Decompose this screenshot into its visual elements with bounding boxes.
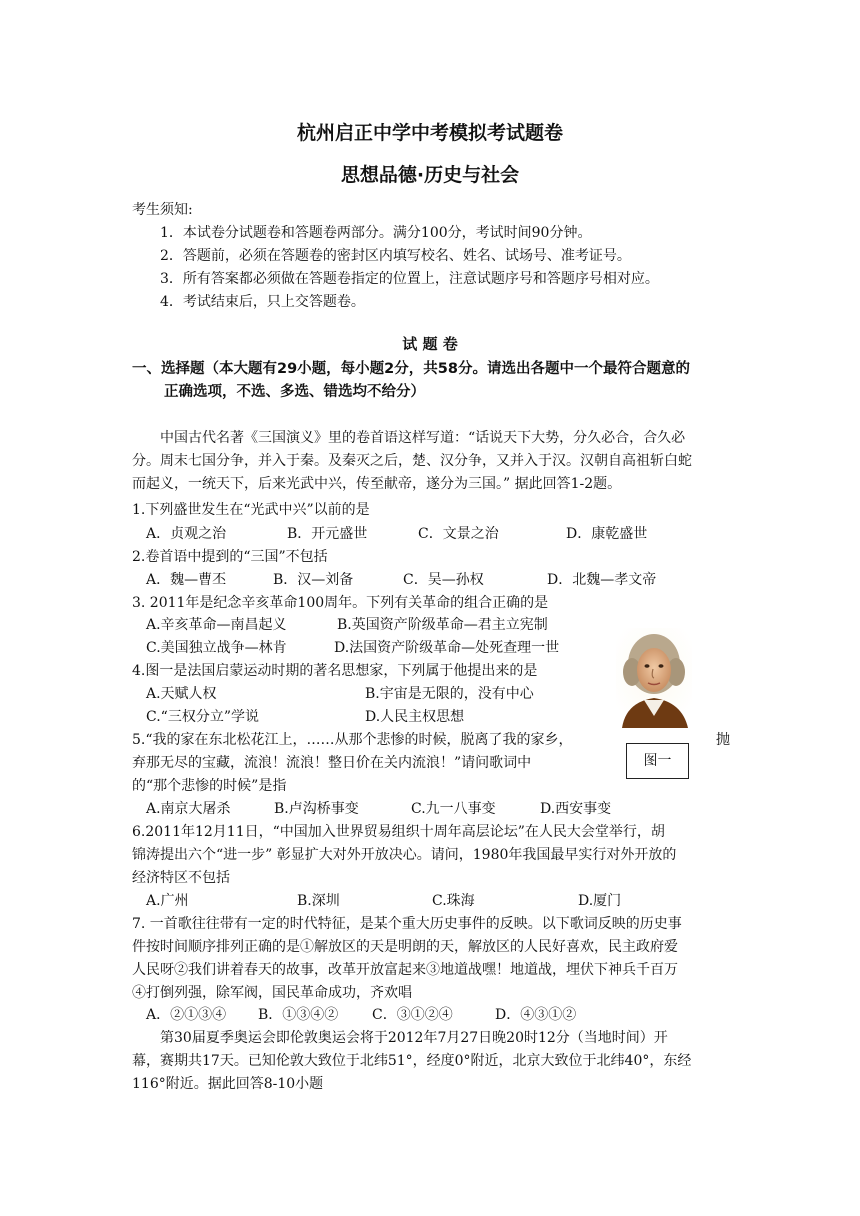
question-stem: 人民呀②我们讲着春天的故事，改革开放富起来③地道战嘿！地道战，埋伏下神兵千百万 xyxy=(132,962,678,978)
question-stem: 弃那无尽的宝藏，流浪！流浪！整日价在关内流浪！”请问歌词中 xyxy=(132,755,532,771)
option: D．北魏—孝文帝 xyxy=(547,572,657,588)
question-stem: 3. 2011年是纪念辛亥革命100周年。下列有关革命的组合正确的是 xyxy=(132,595,549,611)
section-heading: 一、选择题（本大题有29小题，每小题2分，共58分。请选出各题中一个最符合题意的 xyxy=(132,361,690,377)
option: B．①③④② xyxy=(258,1007,339,1023)
option: C．文景之治 xyxy=(418,526,499,542)
option: A．②①③④ xyxy=(146,1007,227,1023)
question-stem: 4.图一是法国启蒙运动时期的著名思想家，下列属于他提出来的是 xyxy=(132,663,538,679)
option: B．汉—刘备 xyxy=(273,572,354,588)
option: C．③①②④ xyxy=(372,1007,453,1023)
question-stem: 的“那个悲惨的时候”是指 xyxy=(132,778,287,794)
option: A．魏—曹丕 xyxy=(146,572,227,588)
question-stem-end: 抛 xyxy=(716,732,730,748)
option: C.九一八事变 xyxy=(411,801,496,817)
page-title: 杭州启正中学中考模拟考试题卷 xyxy=(296,122,563,144)
option: B．开元盛世 xyxy=(287,526,368,542)
question-stem: 锦涛提出六个“进一步” 彰显扩大对外开放决心。请问，1980年我国最早实行对外开放的 xyxy=(132,847,677,863)
passage-line: 中国古代名著《三国演义》里的卷首语这样写道：“话说天下大势，分久必合，合久必 xyxy=(160,430,686,446)
option: D.西安事变 xyxy=(540,801,612,817)
passage-line: 116°附近。据此回答8-10小题 xyxy=(132,1076,324,1092)
question-stem: 件按时间顺序排列正确的是①解放区的天是明朗的天，解放区的人民好喜欢，民主政府爱 xyxy=(132,939,678,955)
option: D.厦门 xyxy=(578,893,622,909)
option: B.深圳 xyxy=(297,893,340,909)
passage-line: 幕，赛期共17天。已知伦敦大致位于北纬51°，经度0°附近，北京大致位于北纬40°，东经 xyxy=(132,1053,692,1069)
passage-line: 第30届夏季奥运会即伦敦奥运会将于2012年7月27日晚20时12分（当地时间）开 xyxy=(160,1030,668,1046)
option: C．吴—孙权 xyxy=(403,572,484,588)
option: D.人民主权思想 xyxy=(365,709,465,725)
notice-item: 4．考试结束后，只上交答题卷。 xyxy=(160,294,365,310)
option: B.卢沟桥事变 xyxy=(274,801,359,817)
option: A.广州 xyxy=(146,893,189,909)
passage-line: 而起义，一统天下，后来光武中兴，传至献帝，遂分为三国。” 据此回答1-2题。 xyxy=(132,476,622,492)
option: C.美国独立战争—林肯 xyxy=(146,640,287,656)
notice-item: 1．本试卷分试题卷和答题卷两部分。满分100分，考试时间90分钟。 xyxy=(160,225,592,241)
question-stem: 6.2011年12月11日，“中国加入世界贸易组织十周年高层论坛”在人民大会堂举行，胡 xyxy=(132,824,665,840)
option: B.宇宙是无限的，没有中心 xyxy=(365,686,534,702)
figure-caption: 图一 xyxy=(626,743,689,779)
option: D．④③①② xyxy=(495,1007,577,1023)
option: A.辛亥革命—南昌起义 xyxy=(146,617,287,633)
passage-line: 分。周末七国分争，并入于秦。及秦灭之后，楚、汉分争，又并入于汉。汉朝自高祖斩白蛇 xyxy=(132,453,692,469)
section-heading-cont: 正确选项，不选、多选、错选均不给分） xyxy=(164,384,425,400)
paper-label: 试 题 卷 xyxy=(402,335,458,353)
option: A.南京大屠杀 xyxy=(146,801,231,817)
option: D．康乾盛世 xyxy=(566,526,648,542)
option: A．贞观之治 xyxy=(146,526,227,542)
question-stem: ④打倒列强，除军阀，国民革命成功，齐欢唱 xyxy=(132,985,412,1001)
page-subtitle: 思想品德·历史与社会 xyxy=(340,164,520,186)
question-stem: 1.下列盛世发生在“光武中兴”以前的是 xyxy=(132,502,370,518)
option: A.天赋人权 xyxy=(146,686,217,702)
portrait-image xyxy=(616,628,692,728)
notice-heading: 考生须知: xyxy=(132,202,193,218)
notice-item: 3．所有答案都必须做在答题卷指定的位置上，注意试题序号和答题序号相对应。 xyxy=(160,271,659,287)
question-stem: 经济特区不包括 xyxy=(132,870,230,886)
option: B.英国资产阶级革命—君主立宪制 xyxy=(337,617,548,633)
question-stem: 5.“我的家在东北松花江上，……从那个悲惨的时候，脱离了我的家乡， xyxy=(132,732,573,748)
question-stem: 2.卷首语中提到的“三国”不包括 xyxy=(132,549,328,565)
option: D.法国资产阶级革命—处死查理一世 xyxy=(334,640,560,656)
option: C.“三权分立”学说 xyxy=(146,709,259,725)
option: C.珠海 xyxy=(432,893,475,909)
question-stem: 7. 一首歌往往带有一定的时代特征，是某个重大历史事件的反映。以下歌词反映的历史事 xyxy=(132,916,682,932)
notice-item: 2．答题前，必须在答题卷的密封区内填写校名、姓名、试场号、准考证号。 xyxy=(160,248,631,264)
